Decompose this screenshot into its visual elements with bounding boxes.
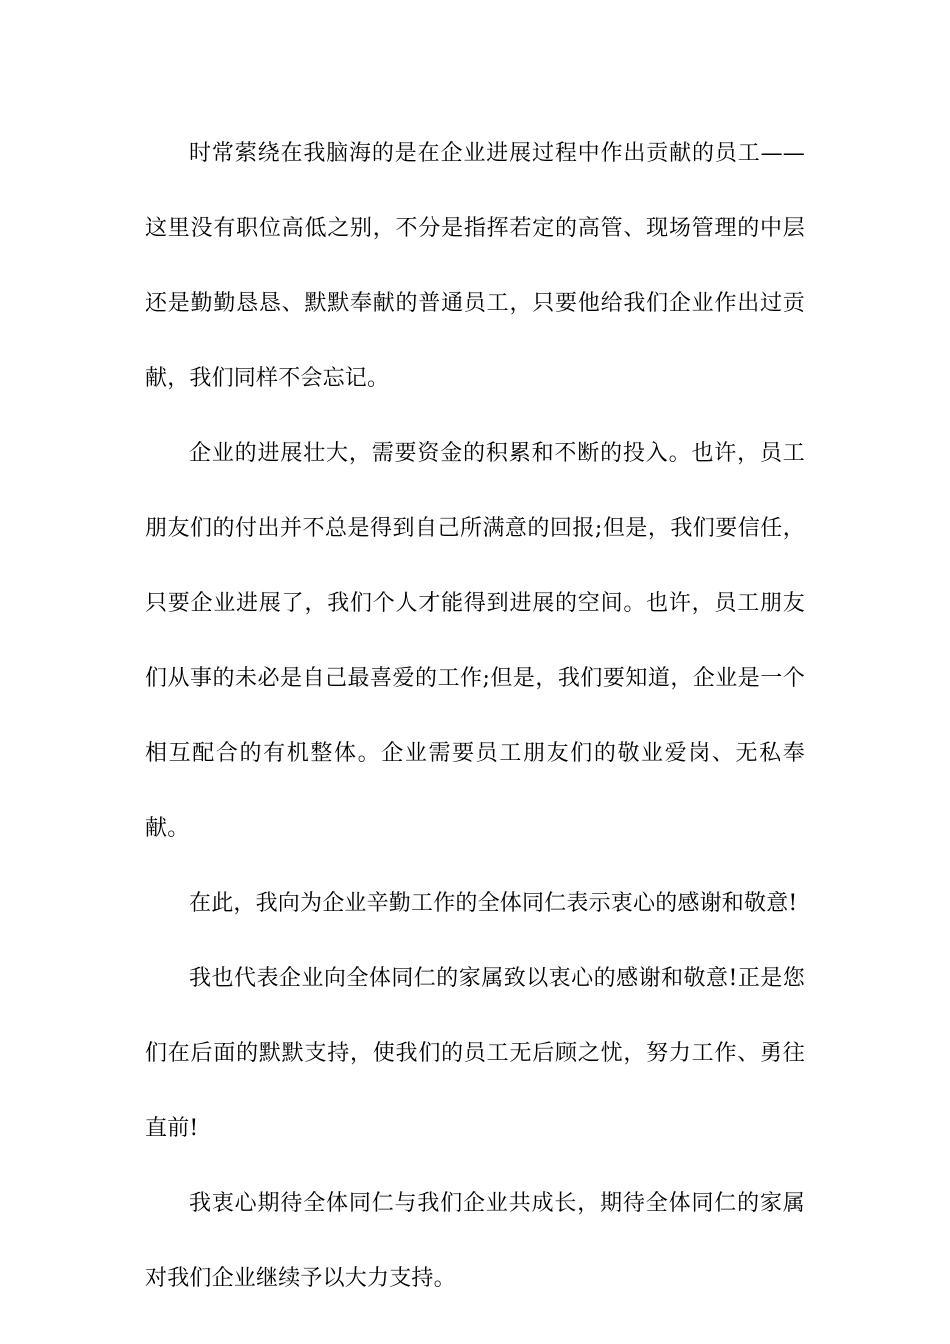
paragraph-2: 企业的进展壮大，需要资金的积累和不断的投入。也许，员工朋友们的付出并不总是得到自己所满意的回报;但是，我们要信任，只要企业进展了，我们个人才能得到进展的空间。也许，员工朋友们从事的未必是自己最喜爱的工作;但是，我们要知道，企业是一个相互配合的有机整体。企业需要员工朋友们的敬业爱岗、无私奉献。	[145, 441, 805, 841]
paragraph-5: 我衷心期待全体同仁与我们企业共成长，期待全体同仁的家属对我们企业继续予以大力支持。	[145, 1191, 805, 1291]
paragraph-3: 在此，我向为企业辛勤工作的全体同仁表示衷心的感谢和敬意!	[189, 891, 798, 916]
paragraph-1: 时常萦绕在我脑海的是在企业进展过程中作出贡献的员工——这里没有职位高低之别，不分是指挥若定的高管、现场管理的中层还是勤勤恳恳、默默奉献的普通员工，只要他给我们企业作出过贡献，我们同样不会忘记。	[145, 141, 805, 391]
paragraph-4: 我也代表企业向全体同仁的家属致以衷心的感谢和敬意!正是您们在后面的默默支持，使我们的员工无后顾之忧，努力工作、勇往直前!	[145, 966, 805, 1141]
document-body	[145, 116, 805, 1316]
